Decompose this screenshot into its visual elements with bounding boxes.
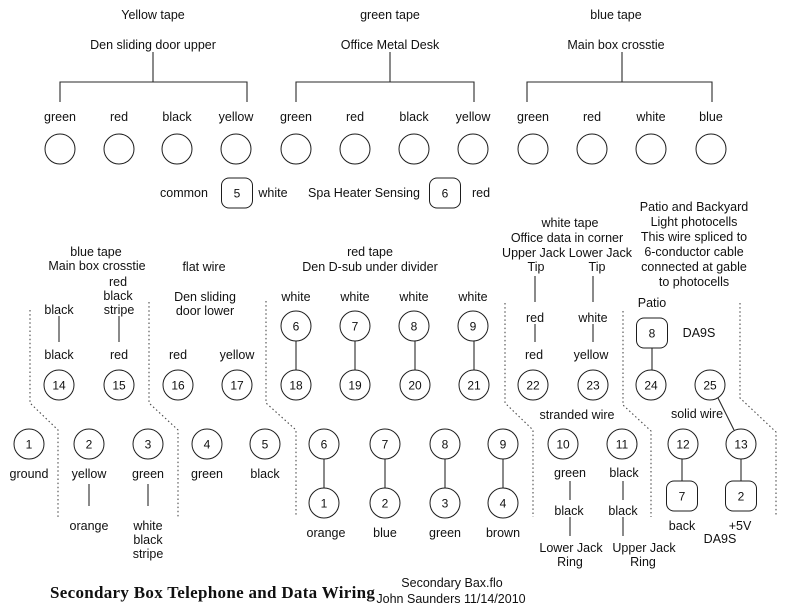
terminal-circle-5: 5 — [250, 429, 281, 460]
section-white-tape: white tape — [541, 216, 599, 230]
tape-title-blue: blue tape — [590, 8, 642, 22]
terminal-circle-9: 9 — [488, 429, 519, 460]
patio-label: Patio — [637, 296, 667, 310]
section-den-sliding: Den sliding — [174, 290, 236, 304]
terminal-circle-12: 12 — [668, 429, 699, 460]
terminal-circle-23: 23 — [578, 370, 609, 401]
common-label: common — [160, 186, 208, 200]
wire-label-15-top: stripe — [103, 303, 135, 317]
author-date-label: John Saunders 11/14/2010 — [376, 592, 526, 606]
terminal-circle-22: 22 — [518, 370, 549, 401]
terminal-circle-16: 16 — [163, 370, 194, 401]
terminal-circle-13: 13 — [726, 429, 757, 460]
dsub-wire-label-4: brown — [485, 526, 521, 540]
wire-label-17: yellow — [219, 348, 255, 362]
dsub-pin-circle-3: 3 — [430, 488, 461, 519]
solid-wire-label: solid wire — [670, 407, 724, 421]
wire-color-label: red — [109, 110, 129, 124]
terminal-box-6: 6 — [429, 178, 461, 209]
tape-title-yellow: Yellow tape — [121, 8, 185, 22]
wire-label-22-top: red — [525, 311, 545, 325]
wire-label-3: green — [132, 467, 164, 481]
dsub-wire-label-1: orange — [306, 526, 346, 540]
terminal-circle-4: 4 — [192, 429, 223, 460]
wire-label-23-top: white — [578, 311, 608, 325]
bracket-yellow-tape — [60, 52, 247, 102]
terminal-circle-7: 7 — [370, 429, 401, 460]
diagram-title: Secondary Box Telephone and Data Wiring — [50, 583, 376, 602]
plus5v-label: +5V — [728, 519, 752, 533]
wire-label-14: black — [44, 348, 74, 362]
terminal-circle-2: 2 — [74, 429, 105, 460]
wire-color-label: green — [517, 110, 549, 124]
upper-jack-ring-label: Ring — [630, 555, 656, 569]
wire-label-23: yellow — [573, 348, 609, 362]
wire-label-20: white — [399, 290, 429, 304]
file-name-label: Secondary Bax.flo — [401, 576, 503, 590]
tape-location-green: Office Metal Desk — [340, 38, 440, 52]
wire-label-22: red — [524, 348, 544, 362]
section-white-tape-sub: Office data in corner — [510, 231, 624, 245]
terminal-circle — [696, 134, 727, 165]
terminal-circle — [45, 134, 76, 165]
wire-label-16: red — [168, 348, 188, 362]
wire-label-4: green — [191, 467, 223, 481]
back-label: back — [668, 519, 696, 533]
wire-color-label: white — [636, 110, 666, 124]
wire-label-3-sub: stripe — [132, 547, 164, 561]
tape-location-yellow: Den sliding door upper — [90, 38, 216, 52]
wire-label-15: red — [109, 348, 129, 362]
wire-label-3-sub: black — [133, 533, 163, 547]
terminal-circle — [518, 134, 549, 165]
photocell-note-line: connected at gable — [641, 260, 747, 274]
section-red-tape: red tape — [347, 245, 393, 259]
lower-jack-label: Lower Jack — [539, 541, 603, 555]
wire-label-3-sub: white — [133, 519, 163, 533]
terminal-circle-dsub8: 8 — [399, 311, 430, 342]
terminal-circle-25: 25 — [695, 370, 726, 401]
dsub-wire-label-3: green — [429, 526, 461, 540]
section-den-sliding-sub: door lower — [175, 304, 235, 318]
terminal-circle — [104, 134, 135, 165]
wire-label-11-sub: black — [608, 504, 638, 518]
terminal-circle-3: 3 — [133, 429, 164, 460]
photocell-note-line: This wire spliced to — [640, 230, 748, 244]
terminal-circle — [340, 134, 371, 165]
wire-label-11: black — [609, 466, 639, 480]
terminal-circle-20: 20 — [400, 370, 431, 401]
tip-label-right: Tip — [588, 260, 606, 274]
terminal-circle-21: 21 — [459, 370, 490, 401]
terminal-circle — [281, 134, 312, 165]
white-label: white — [258, 186, 288, 200]
tape-title-green: green tape — [360, 8, 420, 22]
terminal-circle — [636, 134, 667, 165]
lower-jack-ring-label: Ring — [557, 555, 583, 569]
terminal-circle-10: 10 — [548, 429, 579, 460]
terminal-circle-18: 18 — [281, 370, 312, 401]
terminal-circle-8: 8 — [430, 429, 461, 460]
wire-label-15-top: red — [108, 275, 128, 289]
wire-label-10-sub: black — [554, 504, 584, 518]
wire-color-label: green — [44, 110, 76, 124]
terminal-circle-17: 17 — [222, 370, 253, 401]
bracket-green-tape — [296, 52, 474, 102]
wire-color-label: blue — [699, 110, 723, 124]
dsub-pin-circle-2: 2 — [370, 488, 401, 519]
terminal-circle — [221, 134, 252, 165]
da9s-label-top: DA9S — [682, 326, 716, 340]
dsub-pin-circle-1: 1 — [309, 488, 340, 519]
photocell-note-line: Patio and Backyard — [639, 200, 749, 214]
photocell-note-line: 6-conductor cable — [644, 245, 744, 259]
section-jack-header: Upper Jack Lower Jack — [502, 246, 632, 260]
red-label: red — [471, 186, 491, 200]
terminal-circle — [577, 134, 608, 165]
terminal-box-7: 7 — [666, 481, 698, 512]
photocell-note-line: Light photocells — [650, 215, 738, 229]
wire-color-label: black — [399, 110, 429, 124]
upper-jack-label: Upper Jack — [612, 541, 676, 555]
connector-lines — [59, 276, 741, 536]
tip-label-left: Tip — [527, 260, 545, 274]
bracket-blue-tape — [527, 52, 712, 102]
wire-color-label: yellow — [218, 110, 254, 124]
terminal-circle-dsub9: 9 — [458, 311, 489, 342]
terminal-circle-1: 1 — [14, 429, 45, 460]
wire-label-10: green — [554, 466, 586, 480]
wire-label-21: white — [458, 290, 488, 304]
photocell-note-line: to photocells — [658, 275, 730, 289]
terminal-circle-6: 6 — [309, 429, 340, 460]
section-blue-tape: blue tape — [70, 245, 122, 259]
wire-color-label: red — [345, 110, 365, 124]
terminal-circle — [458, 134, 489, 165]
wire-label-15-top: black — [103, 289, 133, 303]
terminal-circle-11: 11 — [607, 429, 638, 460]
terminal-circle-19: 19 — [340, 370, 371, 401]
wire-label-14-top: black — [44, 303, 74, 317]
da9s-label-bottom: DA9S — [703, 532, 737, 546]
wire-label-5: black — [250, 467, 280, 481]
terminal-circle-dsub7: 7 — [340, 311, 371, 342]
terminal-box-5: 5 — [221, 178, 253, 209]
tape-location-blue: Main box crosstie — [567, 38, 665, 52]
wire-label-2: yellow — [71, 467, 107, 481]
section-blue-tape-sub: Main box crosstie — [48, 259, 146, 273]
terminal-circle-24: 24 — [636, 370, 667, 401]
wire-color-label: black — [162, 110, 192, 124]
terminal-circle-dsub6: 6 — [281, 311, 312, 342]
dsub-wire-label-2: blue — [373, 526, 397, 540]
terminal-box-8: 8 — [636, 318, 668, 349]
section-red-tape-sub: Den D-sub under divider — [302, 260, 438, 274]
stranded-wire-label: stranded wire — [539, 408, 615, 422]
terminal-box-2: 2 — [725, 481, 757, 512]
dsub-pin-circle-4: 4 — [488, 488, 519, 519]
section-flat-wire: flat wire — [182, 260, 226, 274]
wire-label-2-sub: orange — [69, 519, 109, 533]
terminal-circle-14: 14 — [44, 370, 75, 401]
wire-color-label: red — [582, 110, 602, 124]
terminal-circle — [162, 134, 193, 165]
wire-label-ground: ground — [9, 467, 49, 481]
spa-heater-sensing-label: Spa Heater Sensing — [308, 186, 420, 200]
wire-label-18: white — [281, 290, 311, 304]
wire-label-19: white — [340, 290, 370, 304]
terminal-circle-15: 15 — [104, 370, 135, 401]
wire-color-label: green — [280, 110, 312, 124]
terminal-circle — [399, 134, 430, 165]
wire-color-label: yellow — [455, 110, 491, 124]
